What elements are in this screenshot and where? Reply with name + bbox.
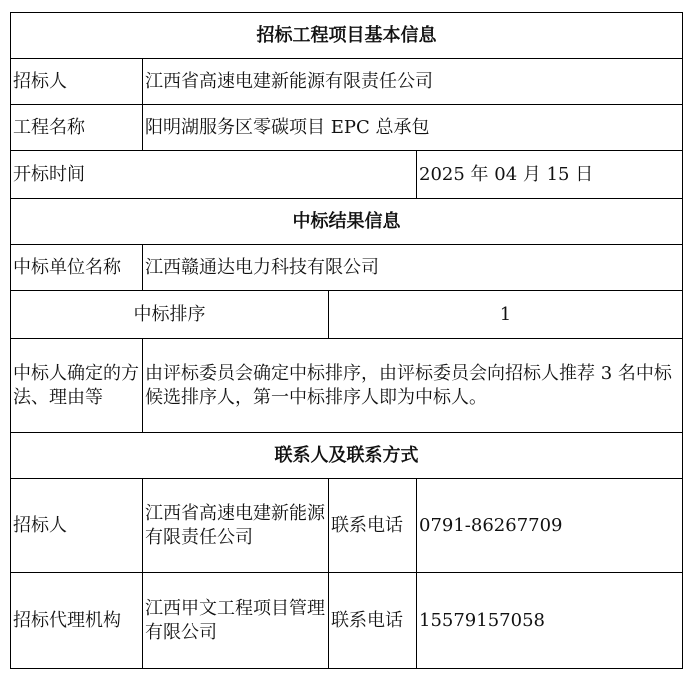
winner-label: 中标单位名称 bbox=[11, 245, 143, 291]
contact-role-agency: 招标代理机构 bbox=[11, 573, 143, 669]
contact-org-agency: 江西甲文工程项目管理有限公司 bbox=[143, 573, 329, 669]
rank-label: 中标排序 bbox=[11, 291, 329, 339]
winner-value: 江西赣通达电力科技有限公司 bbox=[143, 245, 683, 291]
tenderer-value: 江西省高速电建新能源有限责任公司 bbox=[143, 59, 683, 105]
open-time-value: 2025 年 04 月 15 日 bbox=[417, 151, 683, 199]
bid-result-table bbox=[10, 12, 683, 669]
contact-org-tenderer: 江西省高速电建新能源有限责任公司 bbox=[143, 479, 329, 573]
project-name-label: 工程名称 bbox=[11, 105, 143, 151]
contact-phone-agency: 15579157058 bbox=[417, 573, 683, 669]
section-contact-info-title: 联系人及联系方式 bbox=[11, 433, 683, 479]
tenderer-label: 招标人 bbox=[11, 59, 143, 105]
section-basic-info-title: 招标工程项目基本信息 bbox=[11, 13, 683, 59]
section-result-info-title: 中标结果信息 bbox=[11, 199, 683, 245]
rank-value: 1 bbox=[329, 291, 683, 339]
method-label: 中标人确定的方法、理由等 bbox=[11, 339, 143, 433]
contact-phone-label-agency: 联系电话 bbox=[329, 573, 417, 669]
contact-role-tenderer: 招标人 bbox=[11, 479, 143, 573]
method-value: 由评标委员会确定中标排序，由评标委员会向招标人推荐 3 名中标候选排序人，第一中标排序人即为中标人。 bbox=[143, 339, 683, 433]
project-name-value: 阳明湖服务区零碳项目 EPC 总承包 bbox=[143, 105, 683, 151]
contact-phone-label-tenderer: 联系电话 bbox=[329, 479, 417, 573]
open-time-label: 开标时间 bbox=[11, 151, 417, 199]
contact-phone-tenderer: 0791-86267709 bbox=[417, 479, 683, 573]
